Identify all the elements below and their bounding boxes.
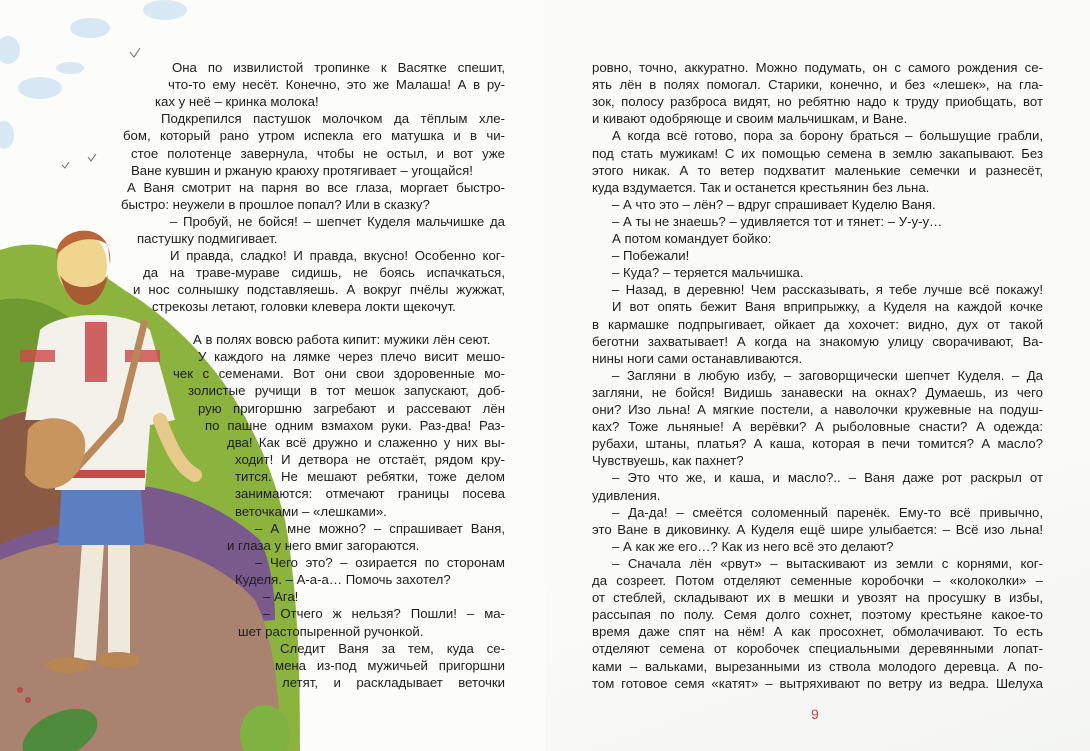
text-line: И правда, сладко! И правда, вкусно! Особенно ког- [170,248,505,264]
text-line: они? Изо льна! А мягкие постели, а наволочки кружевные на подуш- [592,402,1043,417]
text-line: беготни захватывает! А когда на знакомую улицу сворачивают, Ва- [592,333,1043,349]
text-line: – Ага! [263,589,299,605]
text-line: рубахи, штаны, платья? А каша, которая в печи томится? А масло? [592,436,1043,452]
text-line: – Отчего ж нельзя? Пошли! – ма- [263,606,505,622]
text-line: – Чего это? – озирается по сторонам [255,554,505,570]
text-line: и глаза у него вмиг загораются. [227,537,420,553]
text-line: и кивают одобряюще и своим мальчишкам, и Ване. [592,111,908,127]
text-line: – А ты не знаешь? – удивляется тот и тянет: – У-у-у… [612,213,943,229]
text-line: золистые ручищи в тот мешок запускают, доб- [188,383,505,399]
text-line: от стеблей, складывают их в мешки и увозят на просушку в избы, [592,590,1043,606]
text-line: – Это что же, и каша, и масло?.. – Ваня даже рот раскрыл от [612,470,1043,486]
text-line: ках? Тоже льняные! А верёвки? А рыболовные снасти? А одежда: [592,419,1043,435]
text-line: время даже спят на нём! А как просохнет, обмолачивают. То есть [592,624,1043,640]
text-line: И вот опять бежит Ваня вприпрыжку, а Куделя на каждой кочке [612,299,1043,315]
text-line: бом, который рано утром испекла его матушка и в чи- [123,128,505,144]
text-line: тится. Не мешают ребятки, тоже делом [235,469,505,485]
text-line: рую пригоршню загребают и рассевают лён [198,400,505,416]
text-line: нины ноги сами останавливаются. [592,350,803,366]
text-line: загляни, не бойся! Видишь занавески на окнах? Думаешь, из чего [592,384,1043,400]
text-line: А в полях вовсю работа кипит: мужики лён сеют. [193,332,491,347]
text-line: ровно, точно, аккуратно. Можно подумать, он с самого рождения се- [592,60,1043,75]
text-line: – А что это – лён? – вдруг спрашивает Куделю Ваня. [612,196,936,212]
text-line: А потом командует бойко: [612,231,772,246]
text-line: стое полотенце завернула, чтобы не остыл, и вот уже [131,145,505,161]
text-line: – Назад, в деревню! Чем рассказывать, я тебе лучше всё покажу! [612,282,1043,298]
text-line: ками – вальками, вырезанными из ствола молодого деревца. А по- [592,658,1043,674]
text-line: – А как же его…? Как из него всё это делают? [612,538,894,554]
text-line: да созреет. Потом отделяют семенные коробочки – «колоколки» – [592,573,1043,588]
text-line: А когда всё готово, пора за борону браться – большущие грабли, [612,128,1043,144]
text-line: летят, и раскладывает веточки [282,675,505,690]
text-line: ять лён в полях помогал. Старики, конечно, и без «лешек», на гла- [592,77,1043,93]
text-line: этого никак. А то ветер подхватит маленькие семечки и разнесёт, [592,162,1043,178]
text-line: – Куда? – теряется мальчишка. [612,265,804,281]
text-line: Ване кувшин и ржаную краюху протягивает – угощайся! [131,162,473,178]
text-line: удивления. [592,487,661,503]
text-line: шет растопыренной ручонкой. [238,623,424,639]
text-line: – Пробуй, не бойся! – шепчет Куделя мальчишке да [170,213,505,229]
text-line: – Загляни в любую избу, – заговорщически шепчет Куделя. – Да [612,367,1043,383]
text-line: это Ване в диковинку. А Куделя ещё шире улыбается: – Всё изо льна! [592,521,1043,537]
text-line: Следит Ваня за тем, куда се- [280,640,505,656]
text-line: Подкрепился пастушок молочком да тёплым хле- [161,111,505,127]
text-line: что-то ему несёт. Конечно, это же Малаша! А в ру- [168,77,505,93]
text-line: ках у неё – кринка молока! [155,94,319,110]
text-line: мена из-под мужичьей пригоршни [275,657,505,673]
text-line: быстро: неужели в прошлое попал? Или в сказку? [121,196,430,212]
text-line: веточками – «лешками». [235,503,387,519]
text-line: чек с семенами. Вот они свои здоровенные мо- [173,366,505,382]
text-line: в кармашке подпрыгивает, ойкает да хохочет: видно, дух от такой [592,316,1043,332]
text-line: да на траве-мураве сидишь, не боясь испачкаться, [143,265,505,281]
text-line: по пашне одним взмахом руки. Раз-два! Раз- [205,417,505,433]
right-page [545,0,1090,751]
text-line: ходит! И детвора не отстаёт, рядом кру- [235,452,505,468]
text-line: том готовое семя «катят» – вытряхивают по ветру из ведра. Шелуха [592,675,1043,691]
text-line: рассыпая по полу. Семя долго сохнет, поэтому крестьяне какое-то [592,607,1043,623]
text-line: пастушку подмигивает. [137,231,278,246]
text-line: зок, полосу разброса видят, но ребятню надо к труду приобщать, вот [592,94,1043,110]
text-line: занимаются: отмечают границы посева [235,486,505,502]
text-line: отделяют семена от коробочек специальными деревянными лопат- [592,641,1043,657]
text-line: У каждого на лямке через плечо висит мешо- [198,349,505,365]
text-line: куда вздумается. Так и останется крестьянин без льна. [592,179,930,195]
text-line: под стать мужикам! С их помощью семена в землю закапывают. Без [592,145,1043,161]
text-line: Куделя. – А-а-а… Помочь захотел? [235,572,451,588]
text-line: – А мне можно? – спрашивает Ваня, [255,520,505,536]
text-line: – Да-да! – смеётся соломенный паренёк. Ему-то всё привычно, [612,504,1043,520]
text-line: – Сначала лён «рвут» – вытаскивают из земли с корнями, ког- [612,555,1043,571]
text-line: Чувствуешь, как пахнет? [592,453,744,469]
text-line: А Ваня смотрит на парня во все глаза, моргает быстро- [127,179,505,195]
text-line: – Побежали! [612,248,690,264]
text-line: Она по извилистой тропинке к Васятке спешит, [172,60,505,75]
text-line: два! Как всё дружно и слаженно у них вы- [227,434,505,450]
text-line: стрекозы летают, головки клевера локти щекочут. [152,299,456,315]
text-line: и нос солнышку подставляешь. А вокруг пчёлы жужжат, [133,282,505,298]
page-number: 9 [811,706,819,722]
